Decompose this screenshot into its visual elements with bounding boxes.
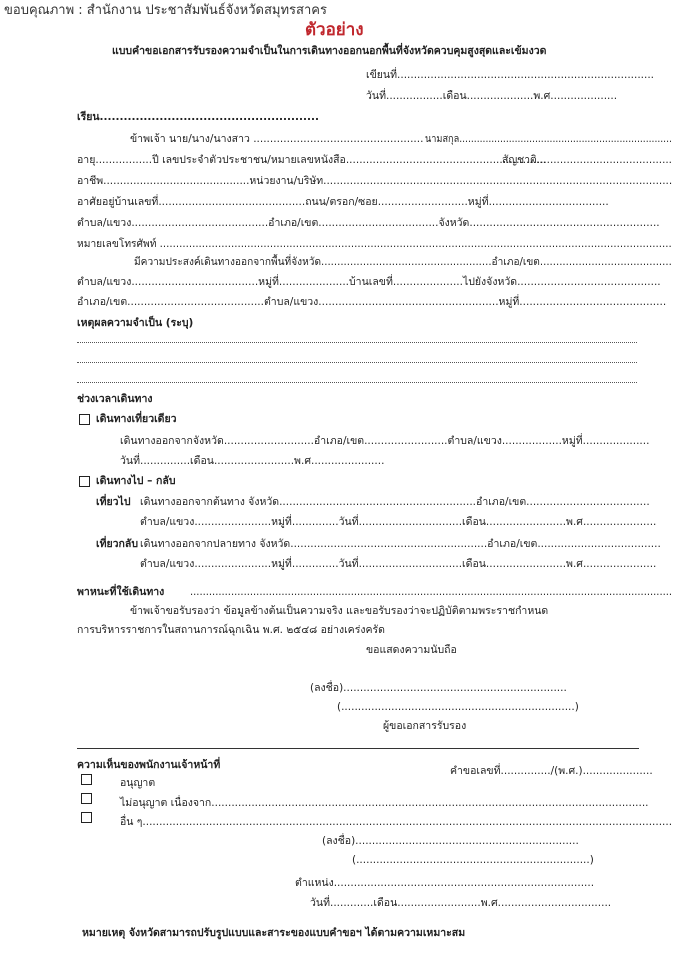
regards-text: ขอแสดงความนับถือ (366, 644, 457, 656)
one-way-label: เดินทางเที่ยวเดียว (96, 413, 177, 425)
one-way-origin-field[interactable]: เดินทางออกจากจังหวัด...........................อำเภอ/เขต.........................ตำบล/แขวง..................หมู่ที่.................... (120, 435, 650, 447)
certification-text-2: การบริหารราชการในสถานการณ์ฉุกเฉิน พ.ศ. ๒๕๔๘ อย่างเคร่งครัด (77, 624, 385, 636)
date-field[interactable]: วันที่.................เดือน....................พ.ศ.................... (366, 90, 618, 102)
applicant-signature-field[interactable]: (ลงชื่อ)................................................................... (310, 682, 567, 694)
nationality-field[interactable]: สัญชาติ......................................... (502, 154, 672, 166)
deny-checkbox[interactable] (81, 793, 92, 804)
one-way-checkbox[interactable] (79, 414, 90, 425)
address-field[interactable]: อาศัยอยู่บ้านเลขที่............................................ถนน/ตรอก/ซอย...........................หมู่ที่.................................... (77, 196, 609, 208)
section-divider (77, 748, 639, 749)
certification-text-1: ข้าพเจ้าขอรับรองว่า ข้อมูลข้างต้นเป็นความจริง และขอรับรองว่าจะปฏิบัติตามพระราชกำหนด (130, 605, 549, 617)
salutation-field[interactable]: เรียน....................................................... (77, 111, 319, 123)
return-origin-field[interactable]: เดินทางออกจากปลายทาง จังหวัด...........................................................อำเภอ/เขต..................................... (140, 538, 661, 550)
travel-period-heading: ช่วงเวลาเดินทาง (77, 393, 153, 405)
return-label: เที่ยวกลับ (96, 538, 139, 550)
surname-field[interactable]: นามสกุล......................................................................... (425, 133, 672, 145)
officer-printed-name-field[interactable]: (......................................................................) (352, 854, 594, 866)
image-credit: ขอบคุณภาพ : สำนักงาน ประชาสัมพันธ์จังหวัดสมุทรสาคร (4, 3, 327, 18)
phone-field[interactable]: หมายเลขโทรศัพท์ .............................................................................................................................................................. (77, 238, 672, 250)
officer-signature-field[interactable]: (ลงชื่อ)................................................................... (322, 835, 579, 847)
sample-stamp: ตัวอย่าง (305, 20, 364, 40)
outbound-label: เที่ยวไป (96, 496, 131, 508)
applicant-name-field[interactable]: ข้าพเจ้า นาย/นาง/นางสาว ................................................... (130, 133, 424, 145)
purpose-field[interactable]: มีความประสงค์เดินทางออกจากพื้นที่จังหวัด.....................................................อำเภอ/เขต......................................... (134, 256, 672, 268)
vehicle-label: พาหนะที่ใช้เดินทาง (77, 586, 165, 598)
reason-line-3[interactable] (77, 382, 637, 383)
form-title: แบบคำขอเอกสารรับรองความจำเป็นในการเดินทางออกนอกพื้นที่จังหวัดควบคุมสูงสุดและเข้มงวด (112, 45, 547, 57)
occupation-field[interactable]: อาชีพ............................................หน่วยงาน/บริษัท......................................................................................................... (77, 175, 673, 187)
applicant-role-label: ผู้ขอเอกสารรับรอง (383, 720, 467, 732)
written-at-field[interactable]: เขียนที่............................................................................. (366, 69, 655, 81)
age-id-field[interactable]: อายุ.................ปี เลขประจำตัวประชาชน/หมายเลขหนังสือ............................................................ (77, 154, 547, 166)
approve-label: อนุญาต (120, 777, 156, 789)
other-field[interactable]: อื่น ๆ............................................................................................................................................................... (120, 816, 673, 828)
reason-line-2[interactable] (77, 362, 637, 363)
outbound-origin-field[interactable]: เดินทางออกจากต้นทาง จังหวัด...........................................................อำเภอ/เขต..................................... (140, 496, 650, 508)
request-number-field[interactable]: คำขอเลขที่.............../(พ.ศ.)..................... (450, 765, 653, 777)
officer-heading: ความเห็นของพนักงานเจ้าหน้าที่ (77, 759, 221, 771)
reason-line-1[interactable] (77, 342, 637, 343)
approve-checkbox[interactable] (81, 774, 92, 785)
officer-position-field[interactable]: ตำแหน่ง.............................................................................. (295, 877, 595, 889)
applicant-printed-name-field[interactable]: (......................................................................) (337, 701, 579, 713)
outbound-date-field[interactable]: ตำบล/แขวง.......................หมู่ที่..............วันที่...............................เดือน........................พ.ศ...................... (140, 516, 657, 528)
destination-field-2[interactable]: อำเภอ/เขต.........................................ตำบล/แขวง......................................................หมู่ที่............................................ (77, 296, 667, 308)
return-date-field[interactable]: ตำบล/แขวง.......................หมู่ที่..............วันที่...............................เดือน........................พ.ศ...................... (140, 558, 657, 570)
round-trip-label: เดินทางไป – กลับ (96, 475, 176, 487)
vehicle-field[interactable]: ......................................................................................................................................................... (190, 586, 673, 598)
district-field[interactable]: ตำบล/แขวง.........................................อำเภอ/เขต....................................จังหวัด......................................................... (77, 217, 660, 229)
officer-date-field[interactable]: วันที่.............เดือน.........................พ.ศ.................................. (310, 897, 612, 909)
reason-label: เหตุผลความจำเป็น (ระบุ) (77, 317, 194, 329)
footnote: หมายเหตุ จังหวัดสามารถปรับรูปแบบและสาระของแบบคำขอฯ ได้ตามความเหมาะสม (82, 927, 466, 939)
one-way-date-field[interactable]: วันที่...............เดือน........................พ.ศ...................... (120, 455, 385, 467)
other-checkbox[interactable] (81, 812, 92, 823)
deny-reason-field[interactable]: ไม่อนุญาต เนื่องจาก................................................................................................................................... (120, 797, 649, 809)
round-trip-checkbox[interactable] (79, 476, 90, 487)
destination-field-1[interactable]: ตำบล/แขวง......................................หมู่ที่.....................บ้านเลขที่.....................ไปยังจังหวัด........................................... (77, 276, 661, 288)
